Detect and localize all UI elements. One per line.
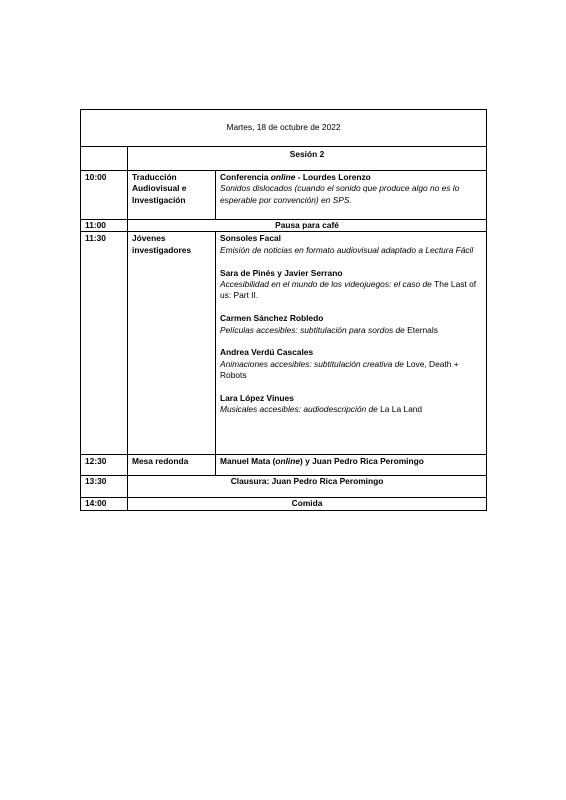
time-cell: 10:00	[81, 171, 128, 220]
time-cell: 12:30	[81, 455, 128, 476]
talk-speaker: Carmen Sánchez Robledo	[220, 313, 324, 324]
time-cell: 11:30	[81, 232, 128, 455]
schedule-row-1400	[81, 498, 487, 510]
schedule-row-1000	[81, 171, 487, 220]
talk-item	[220, 393, 482, 416]
talk-speaker: Sara de Pinés y Javier Serrano	[220, 267, 343, 278]
time-cell: 14:00	[81, 498, 128, 510]
content-cell: Manuel Mata (online) y Juan Pedro Rica Peromingo	[216, 455, 487, 476]
talk-item	[220, 313, 482, 336]
talk-speaker: Sonsoles Facal	[220, 233, 281, 244]
schedule-row-1100	[81, 220, 487, 232]
talk-item	[220, 347, 482, 381]
talk-item	[220, 268, 482, 302]
talk-description: Animaciones accesibles: subtitulación creativa de Love, Death + Robots	[220, 358, 459, 381]
date-heading: Martes, 18 de octubre de 2022	[81, 110, 487, 147]
lunch-label: Comida	[128, 498, 487, 510]
schedule-row-1330	[81, 476, 487, 498]
topic-cell: Traducción Audiovisual e Investigación	[128, 171, 216, 220]
talk-description: Emisión de noticias en formato audiovisual adaptado a Lectura Fácil	[220, 244, 474, 255]
talk-speaker: Lara López Vinues	[220, 393, 294, 404]
talk-description: Musicales accesibles: audiodescripción de La La Land	[220, 404, 423, 415]
content-cell	[216, 232, 487, 455]
topic-cell: Mesa redonda	[128, 455, 216, 476]
talk-item	[220, 233, 482, 256]
talk-description: Películas accesibles: subtitulación para sordos de Eternals	[220, 324, 438, 335]
session-empty-cell	[81, 147, 128, 171]
time-cell: 11:00	[81, 220, 128, 232]
talk-title: Conferencia online - Lourdes Lorenzo	[220, 172, 371, 182]
session-heading: Sesión 2	[128, 147, 487, 171]
schedule-row-1130	[81, 232, 487, 455]
schedule-table	[80, 109, 487, 511]
talk-description: Accesibilidad en el mundo de los videojuegos: el caso de The Last of us: Part II.	[220, 279, 477, 301]
break-label: Pausa para café	[128, 220, 487, 232]
topic-cell: Jóvenes investigadores	[128, 232, 216, 455]
talk-description: Sonidos dislocados (cuando el sonido que produce algo no es lo esperable por convención) en SPS.	[220, 183, 460, 205]
header-row	[81, 110, 487, 147]
session-row	[81, 147, 487, 171]
closing-label: Clausura: Juan Pedro Rica Peromingo	[128, 476, 487, 498]
talk-speaker: Andrea Verdú Cascales	[220, 347, 314, 358]
schedule-row-1230	[81, 455, 487, 476]
time-cell: 13:30	[81, 476, 128, 498]
content-cell	[216, 171, 487, 220]
